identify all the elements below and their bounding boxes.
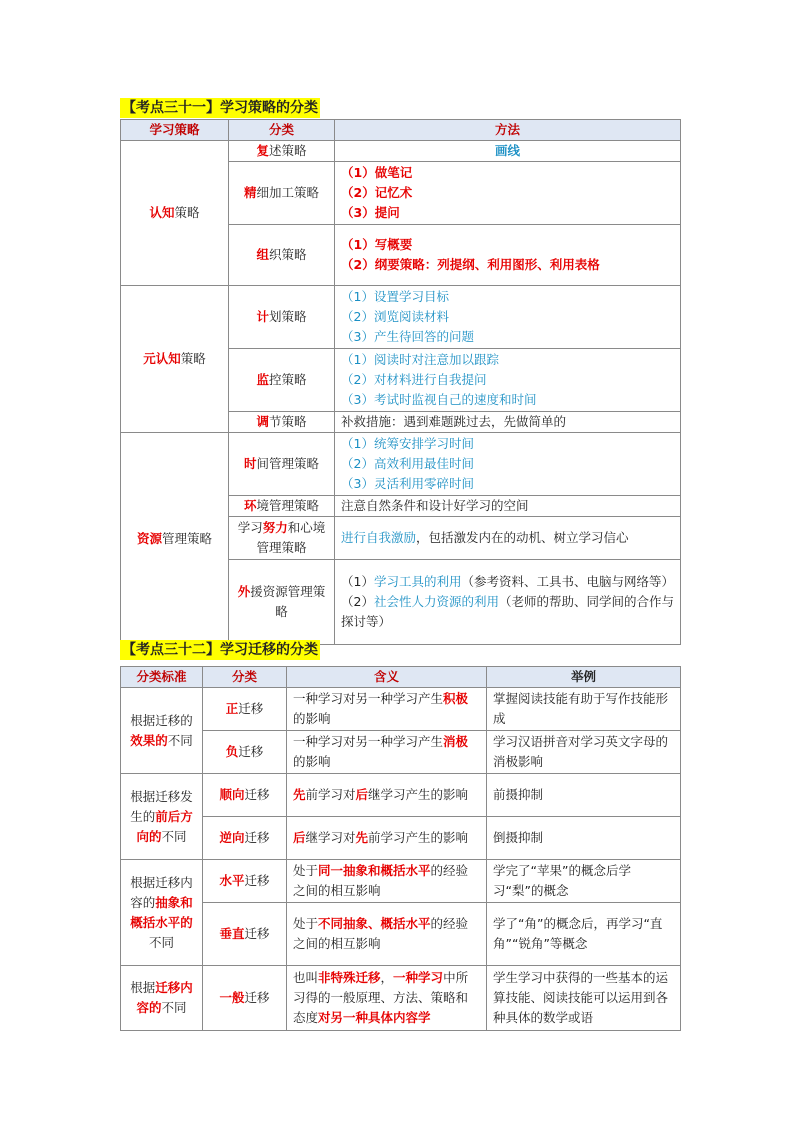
example-backward: 倒摄抑制 bbox=[487, 817, 681, 860]
type-backward: 逆向迁移 bbox=[203, 817, 287, 860]
type-positive: 正迁移 bbox=[203, 688, 287, 731]
table-row bbox=[121, 860, 681, 903]
criterion-abstraction: 根据迁移内容的抽象和概括水平的不同 bbox=[121, 860, 203, 966]
example-forward: 前摄抑制 bbox=[487, 774, 681, 817]
header-strategy: 学习策略 bbox=[121, 120, 229, 141]
group-cognitive: 认知策略 bbox=[121, 141, 229, 286]
header-meaning: 含义 bbox=[287, 667, 487, 688]
section2-title-text: 学习迁移的分类 bbox=[220, 642, 318, 658]
meaning-negative: 一种学习对另一种学习产生消极的影响 bbox=[287, 731, 487, 774]
type-forward: 顺向迁移 bbox=[203, 774, 287, 817]
section1-title bbox=[120, 98, 320, 118]
method-elaboration: （1）做笔记 （2）记忆术 （3）提问 bbox=[335, 162, 681, 225]
meaning-horizontal: 处于同一抽象和概括水平的经验之间的相互影响 bbox=[287, 860, 487, 903]
type-vertical: 垂直迁移 bbox=[203, 903, 287, 966]
example-vertical: 学了“角”的概念后，再学习“直角”“锐角”等概念 bbox=[487, 903, 681, 966]
header-example: 举例 bbox=[487, 667, 681, 688]
example-negative: 学习汉语拼音对学习英文字母的消极影响 bbox=[487, 731, 681, 774]
type-elaboration: 精细加工策略 bbox=[229, 162, 335, 225]
meaning-backward: 后继学习对先前学习产生的影响 bbox=[287, 817, 487, 860]
type-external: 外援资源管理策略 bbox=[229, 560, 335, 645]
table-row bbox=[121, 433, 681, 496]
example-general: 学生学习中获得的一些基本的运算技能、阅读技能可以运用到各种具体的数学或语 bbox=[487, 966, 681, 1031]
table-row bbox=[121, 688, 681, 731]
header-type: 分类 bbox=[229, 120, 335, 141]
criterion-content: 根据迁移内容的不同 bbox=[121, 966, 203, 1031]
method-rehearsal: 画线 bbox=[335, 141, 681, 162]
learning-strategy-table bbox=[120, 119, 681, 645]
table-header-row bbox=[121, 120, 681, 141]
table-row bbox=[121, 141, 681, 162]
meaning-forward: 先前学习对后继学习产生的影响 bbox=[287, 774, 487, 817]
type-negative: 负迁移 bbox=[203, 731, 287, 774]
table-header-row bbox=[121, 667, 681, 688]
method-time: （1）统筹安排学习时间 （2）高效利用最佳时间 （3）灵活利用零碎时间 bbox=[335, 433, 681, 496]
type-organization: 组织策略 bbox=[229, 225, 335, 286]
method-effort: 进行自我激励，包括激发内在的动机、树立学习信心 bbox=[335, 517, 681, 560]
type-effort: 学习努力和心境管理策略 bbox=[229, 517, 335, 560]
table-row bbox=[121, 731, 681, 774]
table-row bbox=[121, 286, 681, 349]
section2-title bbox=[120, 640, 320, 660]
meaning-vertical: 处于不同抽象、概括水平的经验之间的相互影响 bbox=[287, 903, 487, 966]
section2-title-tag: 【考点三十二】 bbox=[122, 642, 220, 658]
type-monitoring: 监控策略 bbox=[229, 349, 335, 412]
meaning-general: 也叫非特殊迁移，一种学习中所习得的一般原理、方法、策略和态度对另一种具体内容学 bbox=[287, 966, 487, 1031]
table-row bbox=[121, 774, 681, 817]
type-environment: 环境管理策略 bbox=[229, 496, 335, 517]
group-resource: 资源管理策略 bbox=[121, 433, 229, 645]
method-planning: （1）设置学习目标 （2）浏览阅读材料 （3）产生待回答的问题 bbox=[335, 286, 681, 349]
section1-title-tag: 【考点三十一】 bbox=[122, 100, 220, 116]
table-row bbox=[121, 903, 681, 966]
type-horizontal: 水平迁移 bbox=[203, 860, 287, 903]
method-monitoring: （1）阅读时对注意加以跟踪 （2）对材料进行自我提问 （3）考试时监视自己的速度和时间 bbox=[335, 349, 681, 412]
group-metacognitive: 元认知策略 bbox=[121, 286, 229, 433]
criterion-effect: 根据迁移的效果的不同 bbox=[121, 688, 203, 774]
type-rehearsal: 复述策略 bbox=[229, 141, 335, 162]
transfer-table bbox=[120, 666, 681, 1031]
header-criterion: 分类标准 bbox=[121, 667, 203, 688]
type-regulation: 调节策略 bbox=[229, 412, 335, 433]
method-external: （1）学习工具的利用（参考资料、工具书、电脑与网络等） （2）社会性人力资源的利用（老师的帮助、同学间的合作与探讨等） bbox=[335, 560, 681, 645]
example-positive: 掌握阅读技能有助于写作技能形成 bbox=[487, 688, 681, 731]
table-row bbox=[121, 817, 681, 860]
table-row bbox=[121, 966, 681, 1031]
method-organization: （1）写概要 （2）纲要策略：列提纲、利用图形、利用表格 bbox=[335, 225, 681, 286]
example-horizontal: 学完了“苹果”的概念后学习“梨”的概念 bbox=[487, 860, 681, 903]
meaning-positive: 一种学习对另一种学习产生积极的影响 bbox=[287, 688, 487, 731]
header-method: 方法 bbox=[335, 120, 681, 141]
section1-title-text: 学习策略的分类 bbox=[220, 100, 318, 116]
type-general: 一般迁移 bbox=[203, 966, 287, 1031]
type-time: 时间管理策略 bbox=[229, 433, 335, 496]
method-environment: 注意自然条件和设计好学习的空间 bbox=[335, 496, 681, 517]
method-regulation: 补救措施：遇到难题跳过去，先做简单的 bbox=[335, 412, 681, 433]
type-planning: 计划策略 bbox=[229, 286, 335, 349]
header-type: 分类 bbox=[203, 667, 287, 688]
criterion-direction: 根据迁移发生的前后方向的不同 bbox=[121, 774, 203, 860]
